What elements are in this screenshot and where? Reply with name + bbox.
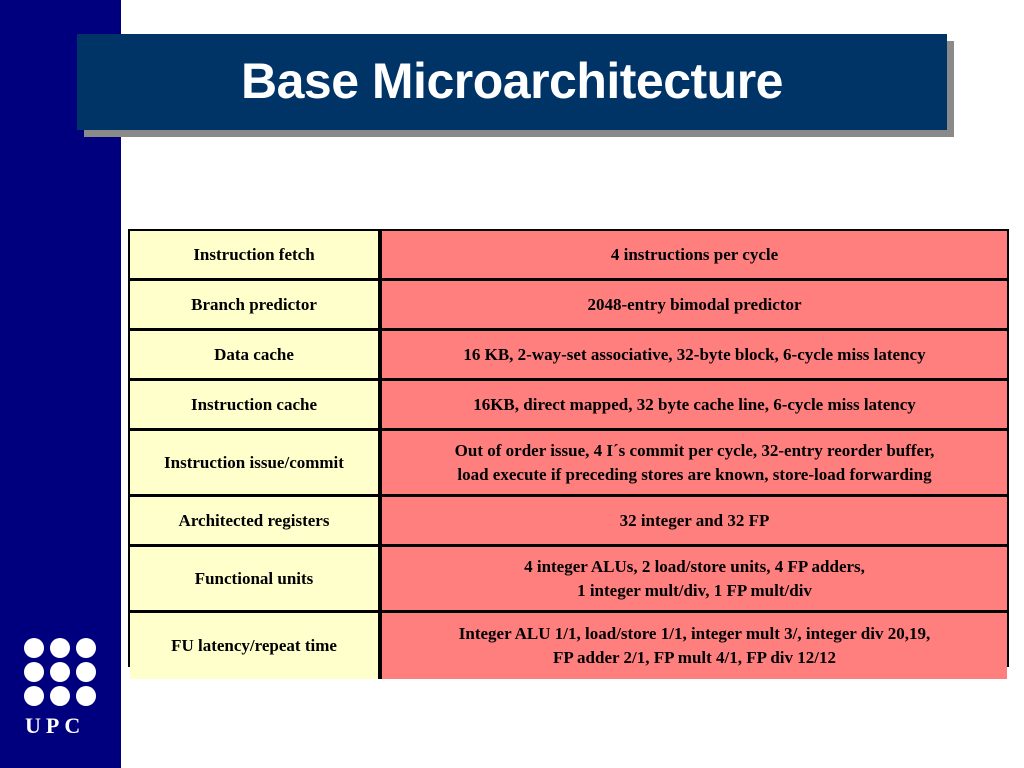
table-row <box>130 613 1007 679</box>
row-value-text <box>620 509 770 533</box>
table-row <box>130 381 1007 431</box>
row-value-text <box>611 243 778 267</box>
row-value-line: 32 integer and 32 FP <box>619 510 770 530</box>
logo-dot <box>50 638 70 658</box>
row-value-line: Integer ALU 1/1, load/store 1/1, integer mult 3/, integer div 20,19, <box>458 624 931 643</box>
row-value-line: 16KB, direct mapped, 32 byte cache line, 6-cycle miss latency <box>473 394 916 414</box>
row-label: Data cache <box>130 331 382 378</box>
row-value <box>382 331 1007 378</box>
logo-dot <box>76 638 96 658</box>
row-value-line: Out of order issue, 4 I´s commit per cycle, 32-entry reorder buffer, <box>454 440 935 460</box>
row-label: Branch predictor <box>130 281 382 328</box>
table-row <box>130 281 1007 331</box>
row-value-line: 2048-entry bimodal predictor <box>587 294 802 314</box>
row-value-line: 16 KB, 2-way-set associative, 32-byte block, 6-cycle miss latency <box>463 344 926 364</box>
table-row <box>130 431 1007 497</box>
row-label: Functional units <box>130 547 382 610</box>
row-value-text <box>455 439 935 487</box>
logo-dot <box>24 662 44 682</box>
row-value-line: 4 instructions per cycle <box>610 244 779 264</box>
row-value <box>382 231 1007 278</box>
row-value-text <box>524 555 865 603</box>
row-value <box>382 547 1007 610</box>
logo-dots-icon <box>24 638 98 706</box>
row-value-line: 4 integer ALUs, 2 load/store units, 4 FP adders, <box>524 556 865 576</box>
row-value-line: FP adder 2/1, FP mult 4/1, FP div 12/12 <box>552 648 837 667</box>
row-label: Instruction fetch <box>130 231 382 278</box>
table-row <box>130 231 1007 281</box>
row-label: FU latency/repeat time <box>130 613 382 679</box>
logo-text: UPC <box>25 713 86 738</box>
row-value-line: load execute if preceding stores are known, store-load forwarding <box>457 464 932 484</box>
row-value-text <box>473 393 916 417</box>
logo-dot <box>76 662 96 682</box>
row-value <box>382 497 1007 544</box>
row-value <box>382 431 1007 494</box>
row-label: Instruction issue/commit <box>130 431 382 494</box>
logo-dot <box>50 662 70 682</box>
logo-dot <box>24 686 44 706</box>
row-value <box>382 281 1007 328</box>
row-value <box>382 613 1007 679</box>
row-value-text <box>463 343 925 367</box>
logo-dot <box>50 686 70 706</box>
logo-dot <box>76 686 96 706</box>
upc-logo <box>24 638 98 737</box>
logo-dot <box>24 638 44 658</box>
row-label: Instruction cache <box>130 381 382 428</box>
row-value-text <box>587 293 801 317</box>
row-value <box>382 381 1007 428</box>
row-value-line: 1 integer mult/div, 1 FP mult/div <box>577 580 812 600</box>
table-row <box>130 497 1007 547</box>
table-row <box>130 547 1007 613</box>
table-row <box>130 331 1007 381</box>
row-label: Architected registers <box>130 497 382 544</box>
page-title: Base Microarchitecture <box>240 53 783 109</box>
row-value-text <box>459 622 930 670</box>
spec-table <box>128 229 1009 667</box>
title-box <box>77 34 947 130</box>
